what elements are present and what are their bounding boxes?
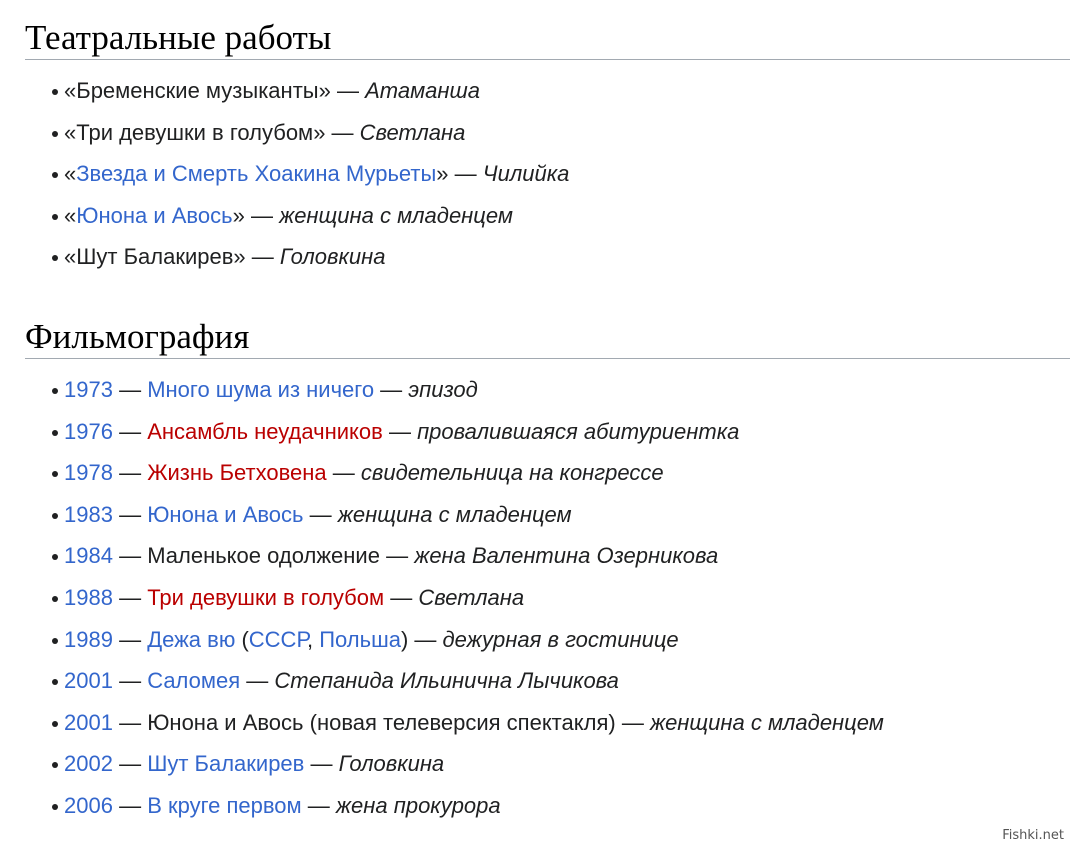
dash: — [245,244,280,270]
film-title: Маленькое одолжение [147,543,380,569]
year-link[interactable]: 1976 [64,418,113,444]
play-title-link[interactable]: Звезда и Смерть Хоакина Мурьеты [76,161,437,187]
role: эпизод [408,377,478,402]
role: Светлана [359,119,466,145]
quote-open: « [64,78,77,103]
film-title-link[interactable]: В круге первом [147,792,302,818]
dash: — [112,751,148,777]
play-title-link[interactable]: Юнона и Авось [76,202,233,228]
year-link[interactable]: 1984 [64,543,113,569]
dash: — [244,202,280,228]
theatre-item [0,153,1070,195]
film-title: , [306,626,320,652]
year-link[interactable]: 2001 [64,709,113,735]
dash: — [379,543,415,569]
quote-close: » [233,244,246,270]
film-title-link[interactable]: Польша [319,626,401,652]
theatre-item [0,195,1070,237]
dash: — [325,119,360,145]
quote-open: « [64,119,77,145]
film-item [0,660,1070,702]
film-item [0,535,1070,577]
film-title-link[interactable]: Жизнь Бетховена [147,460,327,486]
dash: — [374,377,409,402]
film-title: Юнона и Авось (новая телеверсия спектакля) [147,709,616,735]
film-title-link[interactable]: Ансамбль неудачников [147,418,383,444]
film-item [0,619,1070,661]
role: Степанида Ильинична Лычикова [274,668,619,694]
role: жена Валентина Озерникова [414,543,719,569]
dash: — [326,460,361,486]
dash: — [112,668,148,694]
film-title-link[interactable]: Три девушки в голубом [147,584,385,610]
film-title: ) [400,626,409,652]
film-item [0,452,1070,494]
dash: — [240,668,275,694]
film-item [0,577,1070,619]
film-title-link[interactable]: СССР [248,626,307,652]
role: свидетельница на конгрессе [360,460,664,486]
play-title: Три девушки в голубом [76,119,314,145]
film-title-link[interactable]: Юнона и Авось [147,501,304,527]
quote-close: » [436,161,449,187]
role: Чилийка [482,161,570,187]
play-title: Шут Балакирев [76,244,234,270]
theatre-item [0,70,1070,112]
quote-close: » [318,78,331,103]
film-item [0,494,1070,536]
role: Головкина [338,751,445,777]
role: Головкина [279,244,386,270]
role: провалившаяся абитуриентка [417,418,740,444]
role: Светлана [418,584,525,610]
dash: — [330,78,366,103]
film-title-link[interactable]: Саломея [147,668,241,694]
role: женщина с младенцем [649,709,884,735]
year-link[interactable]: 2002 [64,751,113,777]
dash: — [615,709,650,735]
film-item [0,369,1070,411]
film-title-link[interactable]: Дежа вю [147,626,236,652]
film-title: ( [235,626,249,652]
year-link[interactable]: 1983 [64,501,113,527]
dash: — [384,584,419,610]
dash: — [448,161,483,187]
play-title: Бременские музыканты [76,78,319,103]
year-link[interactable]: 1973 [64,377,113,402]
dash: — [112,626,148,652]
year-link[interactable]: 2006 [64,792,113,818]
film-item [0,411,1070,453]
role: жена прокурора [335,792,501,818]
role: Атаманша [365,78,480,103]
quote-open: « [64,244,77,270]
dash: — [408,626,443,652]
dash: — [112,792,148,818]
watermark: Fishki.net [1002,828,1064,843]
theatre-item [0,112,1070,154]
dash: — [112,418,148,444]
filmography-heading: Фильмография [25,320,1070,359]
quote-close: » [313,119,326,145]
year-link[interactable]: 1989 [64,626,113,652]
film-title-link[interactable]: Много шума из ничего [147,377,375,402]
dash: — [112,584,148,610]
dash: — [382,418,418,444]
quote-open: « [64,161,77,187]
year-link[interactable]: 2001 [64,668,113,694]
theatre-heading: Театральные работы [25,21,1070,60]
dash: — [303,501,338,527]
quote-close: » [232,202,245,228]
year-link[interactable]: 1988 [64,584,113,610]
theatre-item [0,236,1070,278]
dash: — [304,751,339,777]
role: дежурная в гостинице [442,626,679,652]
year-link[interactable]: 1978 [64,460,113,486]
quote-open: « [64,202,77,228]
film-title-link[interactable]: Шут Балакирев [147,751,305,777]
role: женщина с младенцем [337,501,572,527]
dash: — [112,501,148,527]
dash: — [112,709,148,735]
dash: — [112,543,148,569]
dash: — [112,377,148,402]
theatre-list [0,70,1070,278]
film-item [0,743,1070,785]
dash: — [112,460,148,486]
role: женщина с младенцем [279,202,513,228]
film-item [0,702,1070,744]
film-item [0,785,1070,827]
filmography-list [0,369,1070,827]
dash: — [301,792,336,818]
